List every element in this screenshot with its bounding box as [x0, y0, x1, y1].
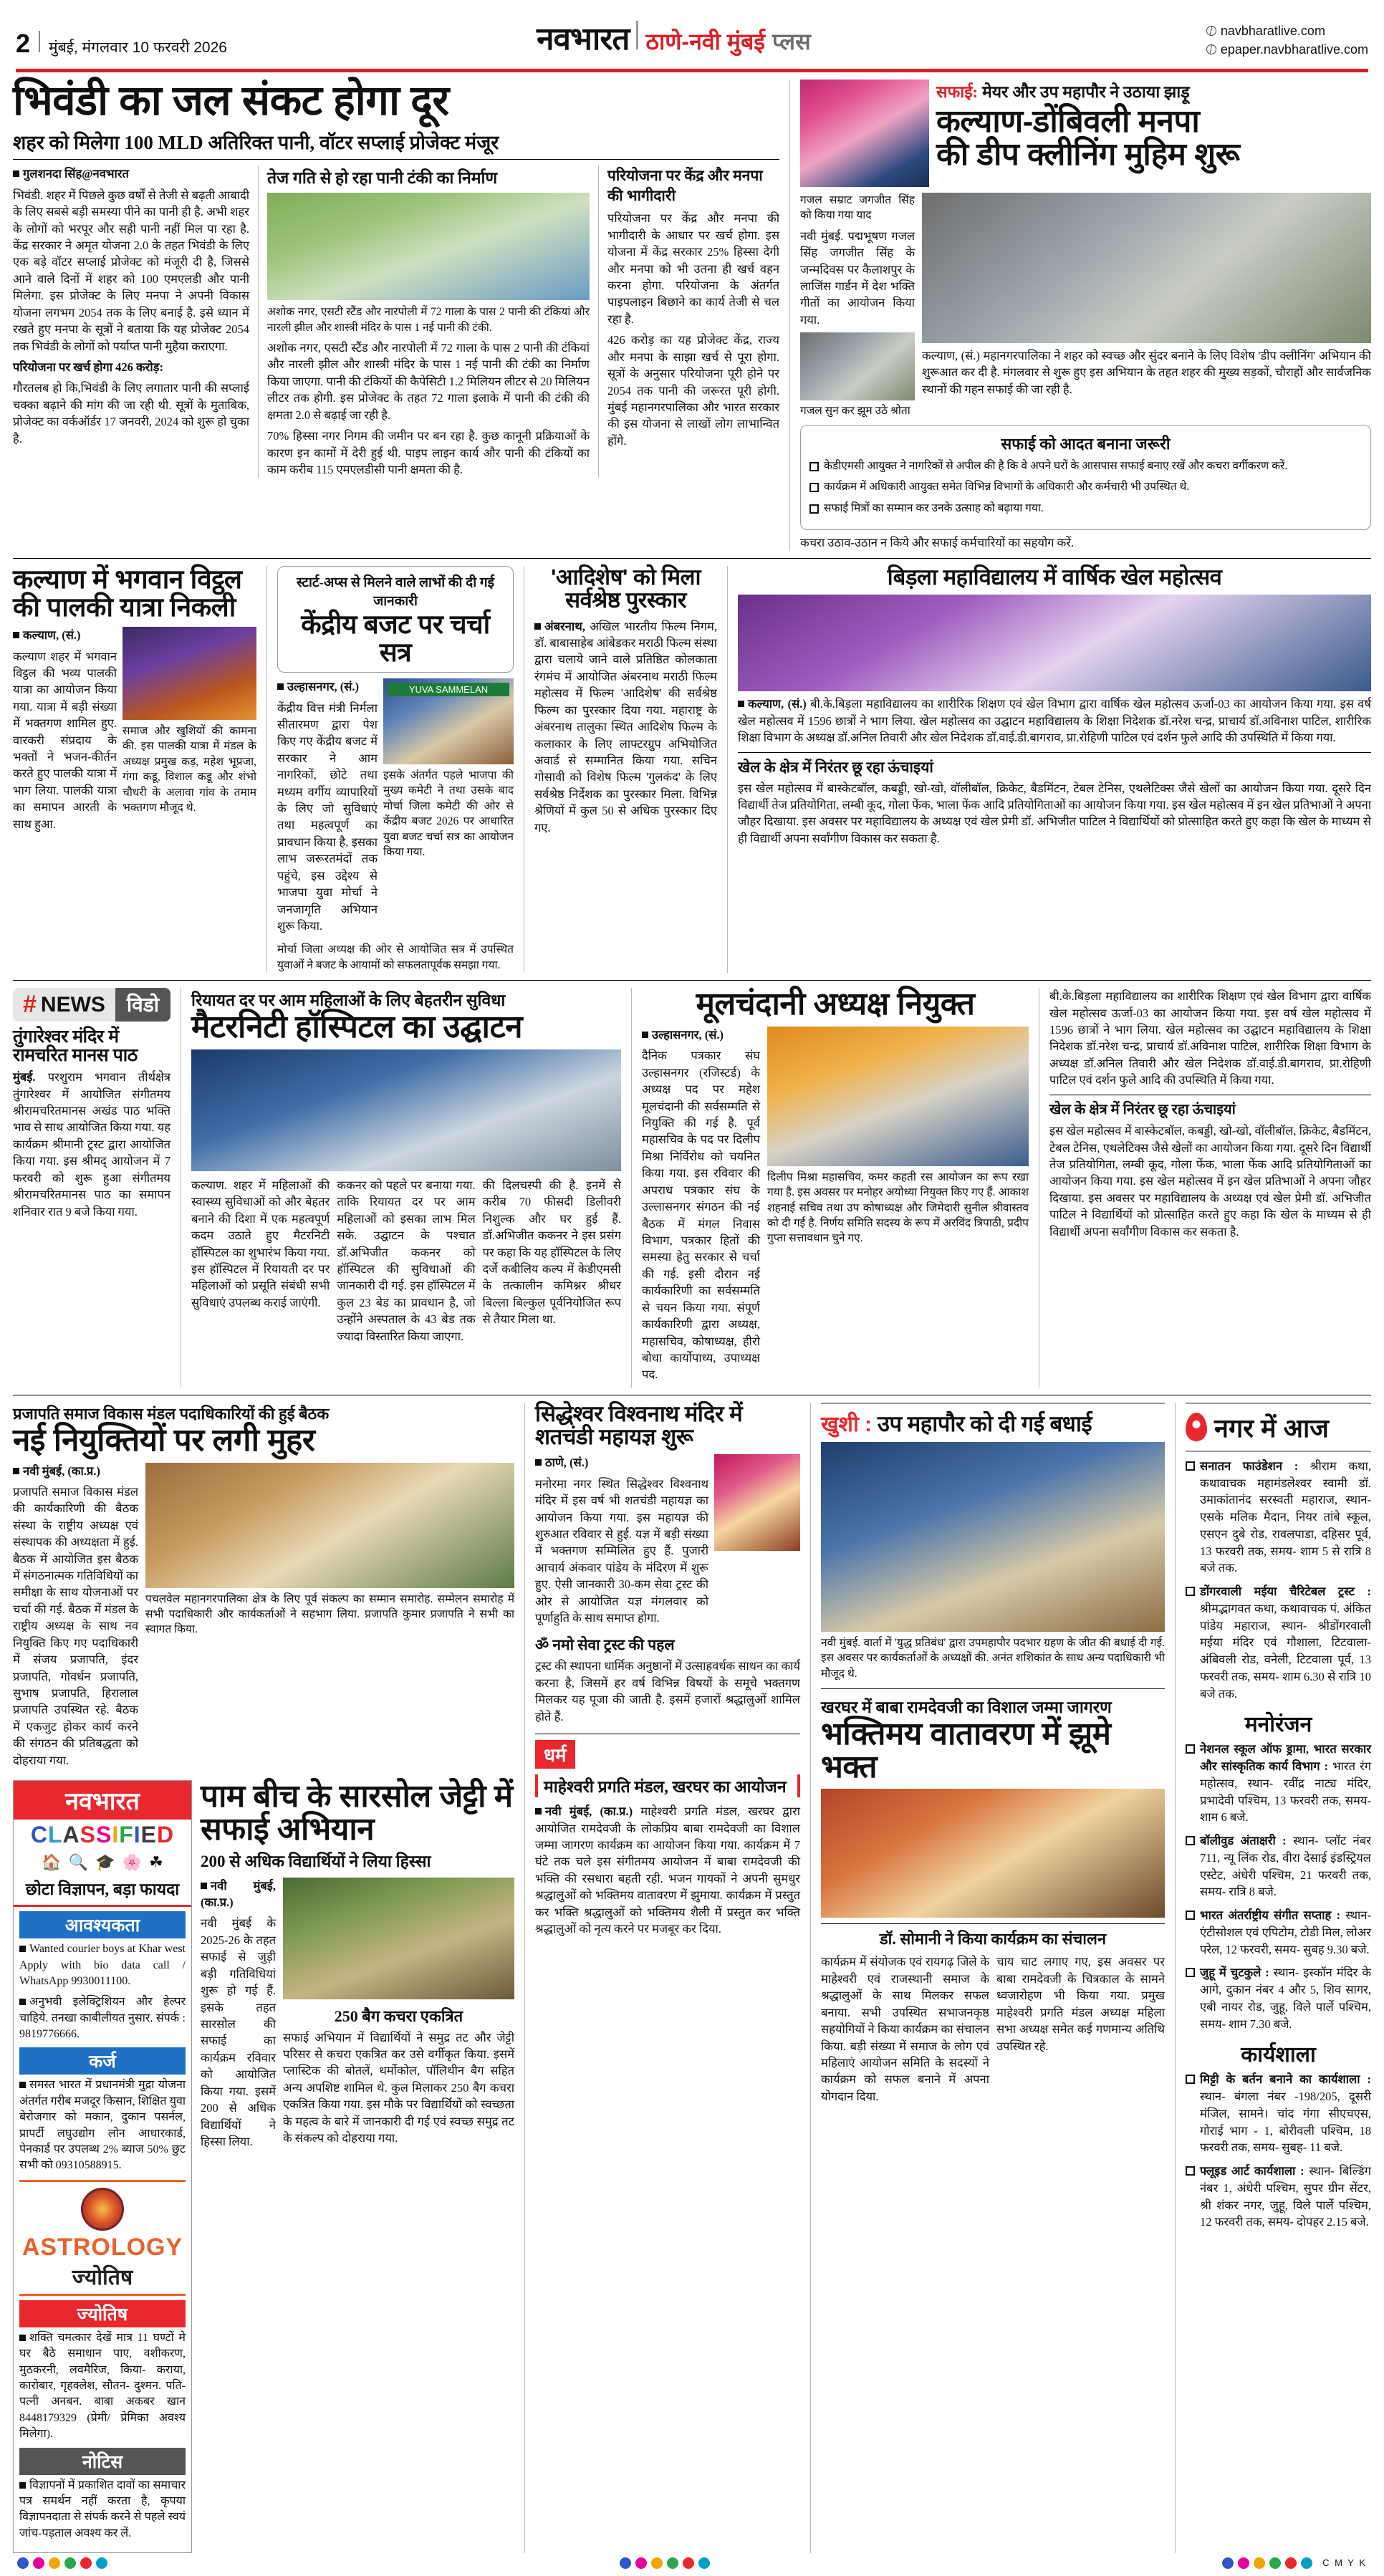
city-event-text: स्थान- बिल्डिंग नंबर 1, अंधेरी पश्चिम, सुपर ग्रीन सेंटर, श्री शंकर नगर, जुहू, विले पार्ले पश्चिम, 12 फरवरी तक, समय- दोपहर 2.15 बजे.	[1200, 2164, 1371, 2229]
vitthal-text: कल्याण शहर में भगवान विट्ठल की भव्य पालकी यात्रा का आयोजन किया गया. यात्रा में बड़ी संख्या में भक्तगण शामिल हुए. वारकरी संप्रदाय के भक्तों ने भजन-कीर्तन करते हुए पालकी यात्रा में भाग लिया. पालकी यात्रा का समापन आरती के साथ हुआ.	[13, 649, 117, 831]
city-section-workshop: कार्यशाला	[1241, 2043, 1316, 2067]
city-head-rule	[1186, 1451, 1371, 1452]
city-today-section	[1186, 1403, 1371, 2553]
moolchandani-text-col	[642, 1027, 760, 1388]
registration-dot	[80, 2557, 92, 2569]
lead-column-3	[607, 165, 779, 478]
cls-letter: D	[157, 1822, 175, 1848]
ghazal-photo	[800, 80, 929, 187]
sarsol-story	[201, 1780, 514, 2553]
city-event-item	[1186, 2071, 1371, 2156]
dharm-story-left	[535, 1734, 800, 1937]
masthead-left	[16, 29, 227, 59]
column-rule	[810, 1403, 811, 2553]
fourth-block	[13, 1400, 1371, 2553]
registration-dot	[667, 2557, 678, 2569]
city-event-item	[1186, 1907, 1371, 1958]
moolchandani-headline: मूलचंदानी अध्यक्ष नियुक्त	[696, 986, 975, 1022]
jagran-photo	[821, 1789, 1165, 1918]
registration-dot	[49, 2557, 60, 2569]
vitthal-byline: कल्याण, (सं.)	[23, 628, 81, 643]
budget-caption-2: इसके अंतर्गत पहले भाजपा की मुख्य कमेटी ने तथा उसके बाद मोर्चा जिला कमेटी की ओर से केंद्रीय बजट 2026 पर आधारित युवा बजट चर्चा सत्र का आयोजन किया गया.	[383, 769, 514, 858]
adishesh-text: अखिल भारतीय फिल्म निगम, डॉ. बाबासाहेब आंबेडकर मराठी फिल्म संस्था द्वारा चलाये जाने वाले प्रतिष्ठित कोलकाता रंगमंच में आयोजित अंबरनाथ मराठी फिल्म महोत्सव में फिल्म 'आदिशेष' की सर्वश्रेष्ठ फिल्म का पुरस्कार दिया गया. महाराष्ट्र के अंबरनाथ तालुका स्थित आदिशेष फिल्म के कलाकार के लिए लाफ्टरग्रुप अभियोजित अवार्ड से सम्मानित किया गया. सचिन गोसावी को विशेष फिल्म 'गुलकंद' के लिए सर्वश्रेष्ठ निर्देशक का पुरस्कार मिला. विभिन्न श्रेणियों में कुल 50 से अधिक पुरस्कार दिए गए.	[534, 619, 718, 835]
kalyan-infobox	[800, 425, 1371, 530]
masthead-websites	[1206, 21, 1368, 59]
city-event-label: नेशनल स्कूल ऑफ ड्रामा, भारत सरकार और सांस्कृतिक कार्य विभाग :	[1200, 1742, 1371, 1774]
registration-dot	[1238, 2557, 1249, 2569]
kalyan-kicker-text: मेयर और उप महापौर ने उठाया झाड़ू	[981, 83, 1190, 101]
ghazal-caption-1: गजल सम्राट जगजीत सिंह को किया गया याद	[800, 194, 915, 222]
city-event-text: श्रीमद्भागवत कथा, कथावाचक पं. अंकित पांडेय महाराज, स्थान- श्रीडोंगरवाली मईया मंदिर एवं गौशाला, टिटवाला- अंबिवली रोड, वनेली, टिटवाला पूर्व, 13 फरवरी तक, समय- शाम 6.30 से रात्रि 10 बजे तक.	[1200, 1601, 1371, 1701]
lead-col2c-text: 70% हिस्सा नगर निगम की जमीन पर बन रहा है. कुछ कानूनी प्रक्रियाओं के कारण इन कामों में देरी हुई थी. पाइप लाइन कार्य और पानी की टंकियों का काम करीब 115 एमएलडीसी पानी क्षमता की है.	[267, 429, 590, 477]
byline-square-icon	[535, 1459, 542, 1466]
classifieds-rule	[14, 1905, 191, 1907]
top-block	[13, 77, 1371, 551]
classifieds-category-loan: कर्ज	[19, 2047, 186, 2075]
maternity-headline: मैटरनिटी हॉस्पिटल का उद्घाटन	[191, 1009, 523, 1045]
byline-square-icon	[642, 1032, 648, 1038]
city-event-text: श्रीराम कथा, कथावाचक महामंडलेश्वर स्वामी डॉ. उमाकांतानंद सरस्वती महाराज, स्थान- एसके मलिक मैदान, नियर तांबे स्कूल, एसएन दुबे रोड, रावलपाडा, दहिसर पूर्व, 13 फरवरी तक, समय- शाम 5 से रात्रि 8 बजे तक.	[1200, 1458, 1371, 1575]
kalyan-byline-text: नवी मुंबई. पद्मभूषण गजल सिंह जगजीत सिंह के जन्मदिवस पर कैलाशपुर के लाजिंस गार्डन में देश भक्ति गीतों का आयोजन किया गया.	[800, 229, 915, 327]
byline-square-icon	[277, 683, 284, 690]
kalyan-bullet-text: कार्यक्रम में अधिकारी आयुक्त समेत विभिन्न विभागों के अधिकारी और कर्मचारी भी उपस्थित थे.	[824, 481, 1190, 494]
siddheshwar-text: मनोरमा नगर स्थित सिद्धेश्वर विश्वनाथ मंदिर में इस वर्ष भी शतचंडी महायज्ञ का आयोजन किया गया. इस महायज्ञ की शुरुआत रविवार से हुई. यज्ञ में बड़ी संख्या में भक्तगण सम्मिलित हुए हैं. पुजारी आचार्य अंकवार पांडेय के मंदिरण में शुरू हुए. ऐसी जानकारी 30-कम सेवा ट्रस्ट की ओर से आयोजित यज्ञ मंगलवार को पूर्णाहुति के साथ समाप्त होगा.	[535, 1476, 708, 1625]
lead-col2-head: तेज गति से हो रहा पानी टंकी का निर्माण	[267, 169, 498, 188]
lead-column-2	[267, 165, 590, 478]
prajapati-meeting-photo	[145, 1463, 514, 1588]
bullet-square-icon	[19, 2335, 26, 2341]
masthead-brand-block	[537, 16, 811, 59]
cls-letter: L	[47, 1822, 63, 1848]
khushi-top-rule	[821, 1403, 1165, 1404]
column-rule	[258, 165, 259, 478]
bullet-square-icon	[19, 1946, 26, 1952]
cls-letter: F	[119, 1822, 134, 1848]
astrology-en-label: ASTROLOGY	[21, 2233, 183, 2261]
video-label: विडो	[115, 988, 170, 1022]
bullet-square-icon	[19, 1999, 26, 2005]
classified-ad	[19, 1994, 186, 2042]
prajapati-headline: नई नियुक्तियों पर लगी मुहर	[13, 1422, 315, 1458]
page-number: 2	[16, 29, 31, 58]
budget-headline: केंद्रीय बजट पर चर्चा सत्र	[301, 610, 490, 667]
registration-dot	[96, 2557, 107, 2569]
city-event-label: सनातन फाउंडेशन :	[1200, 1458, 1299, 1473]
left-lower-column	[13, 1403, 514, 2553]
tungareshwar-story	[13, 988, 170, 1388]
khushi-headline: उप महापौर को दी गई बधाई	[878, 1410, 1092, 1436]
cls-letter: I	[112, 1822, 120, 1848]
cleaning-drive-photo	[922, 193, 1371, 343]
registration-dot	[620, 2557, 631, 2569]
adishesh-story	[534, 566, 717, 973]
classified-ad-text: शक्ति चमत्कार देखें मात्र 11 घण्टों मे घर बैठे समाधान पाए, वशीकरण, मुठकरनी, लवमैरिज, किया- कराया, कारोबार, गृहक्लेश, सौतन- दुश्मन. पति- पत्नी अनबन. बाबा अकबर खान 8448179329 (प्रेमी/ प्रेमिका अवश्य मिलेगा).	[19, 2331, 186, 2441]
siddheshwar-text-2: ट्रस्ट की स्थापना धार्मिक अनुष्ठानों में उत्साहवर्धक साधन का कार्य करना है, जिसमें हर वर्ष विभिन्न विषयों के समूचे भक्तगण मिलकर यह पूजा की जाती है. इसमें हजारों श्रद्धालुओं शामिल होते हैं.	[535, 1659, 800, 1724]
water-tank-photo	[267, 193, 590, 300]
city-today-header	[1186, 1410, 1371, 1445]
registration-dot	[683, 2557, 694, 2569]
registration-dot	[698, 2557, 710, 2569]
maternity-kicker: रियायत दर पर आम महिलाओं के लिए बेहतरीन सुविधा	[191, 991, 506, 1010]
registration-dot	[33, 2557, 44, 2569]
cmyk-label: C M Y K	[1322, 2557, 1367, 2569]
globe-icon	[1206, 44, 1216, 54]
moolchandani-story	[642, 988, 1029, 1388]
astrology-banner	[19, 2180, 186, 2296]
news-badge-left	[13, 988, 115, 1022]
city-event-label: बॉलीवुड अंताक्षरी :	[1200, 1834, 1287, 1848]
footer-dots-center	[620, 2557, 710, 2569]
classified-ad-text: समस्त भारत में प्रधानमंत्री मुद्रा योजना अंतर्गत गरीब मजदूर किसान, शिक्षित युवा बेरोजगार को मकान, दुकान पसर्नल, प्रापर्टी लघुउद्योग लोन आधारकार्ड, पेनकार्ड पर उपलब्ध 2% ब्याज 50% छुट सभी को 09310588915.	[19, 2079, 186, 2172]
classifieds-icons	[14, 1850, 191, 1875]
prajapati-text: प्रजापति समाज विकास मंडल की कार्यकारिणी की बैठक संस्था के राष्ट्रीय अध्यक्ष एवं संस्थापक की अध्यक्षता में हुई. बैठक में आयोजित इस बैठक में संगठनात्मक गतिविधियों का समीक्षा के साथ योजनाओं पर चर्चा की गई. बैठक में मंडल के राष्ट्रीय अध्यक्ष के साथ नव नियुक्ति किए गए पदाधिकारी में संजय प्रजापति, इंदर प्रजापति, गोवर्धन प्रजापति, सुभाष प्रजापति, हिरालाल प्रजापति उपस्थित रहे. बैठक में एकजुट होकर कार्य करने की संगठन की प्रतिबद्धता को दोहराया गया.	[13, 1484, 138, 1767]
sarsol-text-col	[201, 1878, 276, 2155]
birla-subhead: खेल के क्षेत्र में निरंतर छू रहा ऊंचाइयां	[738, 752, 1371, 777]
second-block	[13, 566, 1371, 973]
classifieds-tagline: छोटा विज्ञापन, बड़ा फायदा	[25, 1880, 180, 1899]
checkbox-icon	[809, 462, 819, 471]
sarsol-subhead-2: 250 बैग कचरा एकत्रित	[334, 2007, 463, 2025]
lead-headline: भिवंडी का जल संकट होगा दूर	[13, 77, 449, 124]
lead-photo-caption: अशोक नगर, एसटी स्टैंड और नारपोली में 72 गाला के पास 2 पानी की टंकियां और नारली झील और शास्त्री मंदिर के पास 1 नई पानी की टंकी.	[267, 306, 590, 334]
kalyan-col-right	[922, 193, 1371, 419]
prajapati-kicker: प्रजापति समाज विकास मंडल पदाधिकारियों की हुई बैठक	[13, 1404, 330, 1423]
siddheshwar-text-col	[535, 1454, 708, 1630]
checkbox-icon	[1186, 1744, 1195, 1754]
cls-letter: S	[95, 1822, 112, 1848]
home-icon: 🏠	[42, 1853, 62, 1872]
siddheshwar-headline: सिद्धेश्वर विश्वनाथ मंदिर में शतचंडी महायज्ञ शुरू	[535, 1400, 743, 1449]
column-rule	[631, 988, 632, 1388]
yuva-banner-label: YUVA SAMMELAN	[388, 683, 509, 696]
registration-dot	[1269, 2557, 1281, 2569]
budget-story	[277, 566, 514, 973]
checkbox-icon	[1186, 1911, 1195, 1920]
checkbox-icon	[1186, 1461, 1195, 1471]
section-divider-1	[13, 558, 1371, 559]
classified-ad	[19, 1941, 186, 1989]
lead-col3b-text: 426 करोड़ का यह प्रोजेक्ट केंद्र, राज्य और मनपा के साझा खर्च से पूरा होगा. सूत्रों के अनुसार परियोजना पूरी होने पर 2054 तक पानी की जरूरत पूरी होगी. मुंबई महानगरपालिका और भारत सरकार की इस योजना से लाखों लोग लाभान्वित होंगे.	[607, 333, 779, 448]
third-block	[13, 988, 1371, 1388]
maternity-col-3: की दिलचस्पी की है. इनमें से करीब 70 फीसदी डिलीवरी निशुल्क और घर हुई हैं. डॉ.अभिजीत ककनर ने इस प्रसंग पर कहा कि यह हॉस्पिटल के लिए दर्जे कबीलिय कल्प में केडीएमसी के तत्कालीन कमिश्नर श्रीधर बिल्ला बिल्कुल पूर्वनियोजित रूप से तैयार मिला था.	[482, 1178, 621, 1327]
health-icon: ☘	[148, 1853, 163, 1872]
section-divider-2	[13, 980, 1371, 981]
lead-col2-text: अशोक नगर, एसटी स्टैंड और नारपोली में 72 गाला के पास 2 पानी की टंकियां और नारली झील और शास्त्री मंदिर के पास 1 नई पानी की टंकी का निर्माण किया जाएगा. पानी की टंकियों की कैपेसिटी 1.2 मिलियन लीटर से 20 मिलियन लीटर तक होगी. इस प्रोजेक्ट के तहत 72 गाला इलाके में पानी की टंकी की क्षमता 2.0 से बढ़ाई जा रही है.	[267, 341, 590, 422]
city-event-label: मिट्टी के बर्तन बनाने का कार्यशाला :	[1200, 2072, 1371, 2087]
mandala-icon	[81, 2188, 124, 2231]
checkbox-icon	[1186, 1968, 1195, 1977]
checkbox-icon	[1186, 2075, 1195, 2084]
column-rule	[1175, 1403, 1176, 2553]
kalyan-bullet-text: सफाई मित्रों का सम्मान कर उनके उत्साह को बढ़ाया गया.	[824, 502, 1044, 515]
prajapati-text-col	[13, 1463, 138, 1774]
vitthal-text-col	[13, 627, 117, 837]
dharm-headline: भक्तिमय वातावरण में झूमे भक्त	[821, 1716, 1111, 1784]
deputy-mayor-photo	[821, 1442, 1165, 1632]
column-rule	[524, 1403, 525, 2553]
classifieds-brand: नवभारत	[14, 1781, 191, 1820]
byline-square-icon	[738, 701, 744, 707]
registration-dot	[651, 2557, 663, 2569]
sarsol-byline: नवी मुंबई, (का.प्र.)	[201, 1878, 276, 1910]
checkbox-icon	[1186, 1587, 1195, 1596]
prajapati-byline: नवी मुंबई, (का.प्र.)	[23, 1464, 100, 1478]
birla-text: बी.के.बिड़ला महाविद्यालय का शारीरिक शिक्षण एवं खेल विभाग द्वारा वार्षिक खेल महोत्सव ऊर्जा-03 का आयोजन किया गया. इस वर्ष खेल महोत्सव में 1596 छात्रों ने भाग लिया. खेल महोत्सव का उद्घाटन महाविद्यालय के शिक्षा निदेशक डॉ.नरेश चन्द्र, प्राचार्य डॉ.अविनाश पाटिल, शारीरिक शिक्षा विभाग के अध्यक्ष डॉ.अनिल तिवारी और खेल निदेशक डॉ.वाई.डी.बागराव, प्रा.रोहिणी पाटिल एवं दर्शन फुले आदि की उपस्थिति में किया गया.	[738, 697, 1371, 745]
city-event-item	[1186, 1458, 1371, 1577]
moolchandani-byline: उल्हासनगर, (सं.)	[651, 1027, 724, 1042]
lead-col1b-text: गौरतलब हो कि,भिवंडी के लिए लगातार पानी की सप्लाई चक्का बढ़ाने की मांग की जा रही थी. सूत्रों के मुताबिक, प्रोजेक्ट का वर्कऑर्डर 17 जनवरी, 2024 को शुरू हो चुका है.	[13, 381, 249, 446]
palki-yatra-photo	[122, 627, 256, 720]
classifieds-box	[13, 1780, 192, 2553]
location-pin-icon	[1186, 1413, 1207, 1441]
dharm-subhead: डॉ. सोमानी ने किया कार्यक्रम का संचालन	[821, 1923, 1165, 1949]
budget-kicker: स्टार्ट-अप्स से मिलने वाले लाभों की दी गई जानकारी	[297, 575, 494, 610]
lead-col3-head: परियोजना पर केंद्र और मनपा की भागीदारी	[607, 167, 763, 205]
lead-story	[13, 77, 779, 551]
classified-ad	[19, 2330, 186, 2443]
cls-letter: A	[62, 1822, 80, 1848]
classified-ad	[19, 2478, 186, 2542]
ghazal-caption-2: गजल सुन कर झूम उठे श्रोता	[800, 405, 910, 418]
cls-letter: I	[133, 1822, 141, 1848]
byline-square-icon	[13, 170, 19, 177]
globe-icon	[1206, 26, 1216, 36]
sarsol-headline: पाम बीच के सारसोल जेट्टी में सफाई अभियान	[201, 1779, 513, 1847]
kalyan-box-head: सफाई को आदत बनाना जरूरी	[1001, 434, 1171, 453]
graduation-icon: 🎓	[95, 1853, 115, 1872]
city-section-entertainment: मनोरंजन	[1244, 1713, 1312, 1737]
middle-lower-column	[535, 1400, 800, 2553]
registration-dot	[64, 2557, 76, 2569]
kalyan-bullet	[809, 458, 1362, 474]
registration-dot	[17, 2557, 29, 2569]
footer-dots-left	[17, 2557, 107, 2569]
dharm-tag: धर्म	[535, 1740, 575, 1769]
website-main: navbharatlive.com	[1220, 23, 1325, 38]
khushi-dharm-column	[821, 1403, 1165, 2553]
kalyan-bullet-text: केडीएमसी आयुक्त ने नागरिकों से अपील की है कि वे अपने घरों के आसपास सफाई बनाए रखें और कचरा वर्गीकरण करें.	[824, 459, 1288, 472]
masthead-red-rule	[16, 69, 1368, 72]
kalyan-close-text: कचरा उठाव-उठान न किये और सफाई कर्मचारियों का सहयोग करें.	[800, 535, 1075, 549]
flower-icon: 🌸	[122, 1853, 142, 1872]
dharm-text: माहेश्वरी प्रगति मंडल, खरघर द्वारा आयोजित रामदेवजी के लोकप्रिय बाबा रामदेवजी का विशाल जम्मा जागरण कार्यक्रम का आयोजन किया गया. कार्यक्रम में 7 घंटे तक चले इस संगीतमय आयोजन में बाबा रामदेवजी की भक्ति की रसधारा बहती रही. भजन गायकों ने अपनी सुमधुर श्रद्धालुओं को भक्तिमय वातावरण में झुमाया. कार्यक्रम में प्रस्तुत कर भक्ति श्रद्धालुओं को भक्तिमय शैली में प्रस्तुत कर भक्ति श्रद्धालुओं को नृत्य करने पर मजबूर कर दिया.	[535, 1804, 800, 1936]
cleanup-drive-photo	[283, 1878, 514, 1999]
budget-text-col	[277, 678, 378, 938]
tungareshwar-text: परशुराम भगवान तीर्थक्षेत्र तुंगारेश्वर में आयोजित संगीतमय श्रीरामचरितमानस अखंड पाठ भक्ति भाव से साथ आयोजित किया गया. यह कार्यक्रम श्रीमानी ट्रस्ट द्वारा आयोजित किया गया. इस श्रीमद् आयोजन में 7 फरवरी को शुरू हुआ संगीतमय श्रीरामचरितमानस पाठ का समापन शनिवार रात 9 बजे किया गया.	[13, 1070, 170, 1219]
siddheshwar-subhead: ॐ नमो सेवा ट्रस्ट की पहल	[535, 1636, 675, 1654]
lead-column-1	[13, 165, 249, 478]
page-footer	[13, 2553, 1371, 2576]
maternity-col-2: ककनर को पहले पर बनाया गया. ताकि रियायत दर पर आम महिलाओं को इसका लाभ मिल सके. उद्घाटन के पश्चात डॉ.अभिजीत ककनर को हॉस्पिटल की सुविधाओं की जानकारी दी गई. इस हॉस्पिटल में कुल 23 बेड का प्रावधान है, जो उन्होंने अस्पताल के 43 बेड तक ज्यादा विस्तारित किया जाएगा.	[337, 1178, 476, 1343]
birla-headline: बिड़ला महाविद्यालय में वार्षिक खेल महोत्सव	[887, 564, 1222, 590]
lead-col3-text: परियोजना पर केंद्र और मनपा की भागीदारी के आधार पर खर्च होगा. इस योजना में केंद्र सरकार 25% हिस्सा देगी और मनपा को भी उतना ही खर्च वहन करना होगा. परियोजना के अंतर्गत पाइपलाइन बिछाने का कार्य तेजी से चल रहा है.	[607, 211, 779, 326]
khushi-caption: नवी मुंबई. वार्ता में 'युद्ध प्रतिबंध' द्वारा उपमहापौर पदभार ग्रहण के जीत की बधाई दी गई. इस अवसर पर कार्यकर्ताओं के अध्यक्षों की. अनंत शशिकांत के साथ अन्य पदाधिकारी भी मौजूद थे.	[821, 1636, 1165, 1680]
audience-photo	[800, 332, 915, 400]
birla-continuation	[1049, 988, 1371, 1388]
city-event-item	[1186, 1583, 1371, 1702]
tungareshwar-headline: तुंगारेश्वर मंदिर में रामचरित मानस पाठ	[13, 1027, 138, 1066]
dharm-left-head: माहेश्वरी प्रगति मंडल, खरघर का आयोजन	[544, 1778, 787, 1797]
vitthal-headline: कल्याण में भगवान विट्ठल की पालकी यात्रा निकली	[13, 564, 242, 622]
kalyan-headline-1: कल्याण-डोंबिवली मनपा	[936, 104, 1200, 139]
adishesh-headline: 'आदिशेष' को मिला सर्वश्रेष्ठ पुरस्कार	[550, 564, 701, 613]
classifieds-word	[14, 1820, 191, 1850]
city-top-rule	[1186, 1403, 1371, 1404]
lead-col1-text: भिवंडी. शहर में पिछले कुछ वर्षों से तेजी से बढ़ती आबादी के लिए सबसे बड़ी समस्या पीने का पानी ही है. अभी शहर के लोगों को भरपूर और सही पानी नहीं मिल पा रहा है. केंद्र सरकार ने अमृत योजना 2.0 के तहत भिवंडी के लिए एक बड़े वॉटर सप्लाई प्रोजेक्ट को मंजूरी दी है, जिससे आने वाले दिनों में शहर को 100 एमएलडी और पानी मिलेगा. इस प्रोजेक्ट के लिए मनपा ने अपनी विकास योजना लगभग 2054 तक के लिए बनाई है. इसे ध्यान में रखते हुए मनपा के सूत्रों ने बताया कि यह प्रोजेक्ट 2054 तक भिवंडी के लोगों को पर्याप्त पानी मुहैया कराएगा.	[13, 188, 249, 353]
vitthal-story	[13, 566, 256, 973]
birla-story	[738, 566, 1371, 973]
sarsol-text: नवी मुंबई के 2025-26 के तहत सफाई से जुड़ी बड़ी गतिविधियां शुरू हो गई हैं. इसके तहत सारसोल की सफाई का कार्यक्रम रविवार को आयोजित किया गया. इसमें 200 से अधिक विद्यार्थियों ने हिस्सा लिया.	[201, 1916, 276, 2148]
lead-subhead-2: परियोजना पर खर्च होगा 426 करोड़:	[13, 360, 163, 374]
masthead	[13, 0, 1371, 64]
classified-ad-text: अनुभवी इलेक्ट्रिशियन और हेल्पर चाहिये. तनखा काबीलीयत नुसार. संपर्क : 9819776666.	[19, 1996, 186, 2041]
moolchandani-caption: दिलीप मिश्रा महासचिव, कमर कहती रस आयोजन का रूप रखा गया है. इस अवसर पर मनोहर अयोध्या नियुक्त किए गए हैं. आकाश शहनाई सचिव तथा उप कोषाध्यक्ष और जिमेदारी सुनील श्रीवास्तव को दी गई है. निर्णय समिति सदस्य के रूप में अरविंद त्रिपाठी, प्रदीप गुप्ता सत्तावधान चुने गए.	[767, 1171, 1029, 1245]
dharm-text-3: चाय चाट लगाए गए, इस अवसर पर बाबा रामदेवजी के चित्रकाल के सामने ध्वजारोहण भी किया गया. प्रमुख माहेश्वरी प्रगति मंडल अध्यक्ष महिला सभा अध्यक्ष समेत कई गणमान्य अतिथि उपस्थित रहे.	[996, 1955, 1165, 2053]
city-event-item	[1186, 1832, 1371, 1900]
city-event-item	[1186, 2163, 1371, 2231]
city-event-item	[1186, 1741, 1371, 1826]
section-rule	[789, 80, 790, 551]
city-today-title: नगर में आज	[1214, 1413, 1330, 1443]
registration-dot	[1222, 2557, 1234, 2569]
hash-icon: #	[23, 991, 37, 1019]
byline-square-icon	[535, 1808, 542, 1815]
city-event-text: स्थान- बंगला नंबर -198/205, दूसरी मंजिल, सामने। चांद गंगा सीएचएस, गोराई भाग - 1, बोरीवली पश्चिम, 18 फरवरी तक, समय- सुबह- 11 बजे.	[1200, 2090, 1371, 2155]
birla-cont-text-2: इस खेल महोत्सव में बास्केटबॉल, कबड्डी, खो-खो, वॉलीबॉल, क्रिकेट, बैडमिंटन, टेबल टेनिस, एथलेटिक्स जैसे खेलों का आयोजन किया गया. दूसरे दिन विद्यार्थी तेज प्रतियोगिता, लम्बी कूद, गोला फेंक, भाला फेंक आदि प्रतियोगिताओं का आयोजन किया गया. इस खेल महोत्सव में इन खेल प्रतिभाओं ने अपना जौहर दिखाया. इस अवसर पर महाविद्यालय के अध्यक्ष एवं खेल प्रेमी डॉ. अभिजीत पाटिल ने विद्यार्थियों को प्रोत्साहित करते हुए कहा कि खेल के माध्यम से ही विद्यार्थी अपना सर्वांगीण विकास कर सकता है.	[1049, 1124, 1371, 1239]
city-event-text: स्थान- प्लॉट नंबर 711, न्यू लिंक रोड, वीरा देसाई इंडस्ट्रियल एस्टेट, अंधेरी पश्चिम, 21 फरवरी तक, समय- रात्रि 8 बजे.	[1200, 1834, 1371, 1899]
kalyan-story	[800, 80, 1371, 551]
sarsol-subhead: 200 से अधिक विद्यार्थियों ने लिया हिस्सा	[201, 1852, 431, 1870]
classifieds-category-notice: नोटिस	[19, 2448, 186, 2475]
kalyan-col-left	[800, 193, 915, 419]
budget-text: केंद्रीय वित्त मंत्री निर्मला सीतारमण द्वारा पेश किए गए केंद्रीय बजट में सरकार ने आम नागरिकों, छोटे तथा मध्यम वर्गीय व्यापारियों के लिए जो सुविधाएं तथा महत्वपूर्ण का प्रावधान किया है, इसका लाभ जरूरतमंदों तक पहुंचे, इस उद्देश्य से भाजपा युवा मोर्चा ने जनजागृति अभियान शुरू किया.	[277, 701, 378, 933]
classified-ad-text: विज्ञापनों में प्रकाशित दावों का समाचार पत्र समर्थन नहीं करता है, कृपया विज्ञापनदाता से संपर्क करने से पहले स्वयं जांच-पड़ताल अवश्य कर लें.	[19, 2479, 186, 2539]
maternity-hospital-photo	[191, 1049, 621, 1171]
website-row-1[interactable]	[1206, 21, 1368, 40]
brand-name: नवभारत	[537, 21, 630, 57]
registration-dot	[1301, 2557, 1312, 2569]
maternity-col-1: कल्याण. शहर में महिलाओं की स्वास्थ्य सुविधाओं को और बेहतर बनाने की दिशा में एक महत्वपूर्ण कदम उठाते हुए मैटरनिटी हॉस्पिटल का शुभारंभ किया गया. इस हॉस्पिटल में रियायती दर पर महिलाओं को प्रसूति संबंधी सभी सुविधाएं उपलब्ध कराई जाएंगी.	[191, 1178, 330, 1309]
tungareshwar-byline: मुंबई.	[13, 1070, 36, 1085]
classifieds-category-astrology: ज्योतिष	[19, 2300, 186, 2327]
khushi-tag: खुशी :	[821, 1412, 873, 1436]
website-epaper: epaper.navbharatlive.com	[1220, 42, 1368, 57]
birla-sports-photo	[738, 595, 1371, 691]
checkbox-icon	[809, 483, 819, 492]
registration-dot	[635, 2557, 647, 2569]
byline-square-icon	[534, 623, 541, 630]
city-event-label: डोंगरवाली मईया चैरिटेबल ट्रस्ट :	[1200, 1585, 1371, 1599]
city-event-text: भारत रंग महोत्सव, स्थान- रवींद्र नाट्य मंदिर, प्रभादेवी पश्चिम, 13 फरवरी तक, समय- शाम 6 बजे.	[1200, 1759, 1371, 1825]
classified-ad-text: Wanted courier boys at Khar west Apply with bio data call / WhatsApp 9930011100.	[19, 1943, 186, 1987]
search-icon: 🔍	[68, 1853, 89, 1872]
kalyan-headline-2: की डीप क्लीनिंग मुहिम शुरू	[936, 136, 1240, 172]
cls-letter: E	[140, 1822, 157, 1848]
checkbox-icon	[1186, 2166, 1195, 2176]
classified-ad	[19, 2077, 186, 2173]
dharm-byline: नवी मुंबई, (का.प्र.)	[545, 1804, 633, 1819]
lead-rule	[13, 159, 779, 160]
birla-text-2: इस खेल महोत्सव में बास्केटबॉल, कबड्डी, खो-खो, वॉलीबॉल, क्रिकेट, बैडमिंटन, टेबल टेनिस, एथलेटिक्स जैसे खेलों का आयोजन किया गया. दूसरे दिन विद्यार्थी तेज प्रतियोगिता, लम्बी कूद, गोला फेंक, भाला फेंक आदि प्रतियोगिताओं का आयोजन किया गया. इस खेल महोत्सव में इन खेल प्रतिभाओं ने अपना जौहर दिखाया. इस अवसर पर महाविद्यालय के अध्यक्ष एवं खेल प्रेमी डॉ. अभिजीत पाटिल ने विद्यार्थियों को प्रोत्साहित करते हुए कहा कि खेल के माध्यम से ही विद्यार्थी अपना सर्वांगीण विकास कर सकता है.	[738, 781, 1371, 845]
birla-cont-subhead: खेल के क्षेत्र में निरंतर छू रहा ऊंचाइयां	[1049, 1095, 1371, 1120]
cls-letter: S	[80, 1822, 96, 1848]
dharm-kicker: खरघर में बाबा रामदेवजी का विशाल जम्मा जागरण	[821, 1698, 1112, 1716]
city-event-text: स्थान- एंटीसोशल एवं एपिटोम, टोडी मिल, लोअर परेल, 12 फरवरी, समय- सुबह 9.30 बजे.	[1200, 1908, 1371, 1956]
kalyan-bullet	[809, 501, 1362, 516]
adishesh-byline: अंबरनाथ,	[544, 619, 585, 633]
lead-byline: गुलशनदा सिंह@नवभारत	[23, 167, 129, 181]
checkbox-icon	[1186, 1836, 1195, 1845]
moolchandani-text: दैनिक पत्रकार संघ उल्हासनगर (रजिस्टर्ड) के अध्यक्ष पद पर महेश मूलचंदानी की सर्वसम्मति से नियुक्ति की गई है. पूर्व महासचिव के पद पर दिलीप मिश्रा निर्विरोध को चयनित किया गया. इस रविवार की अपराध पत्रकार संघ के उल्लासनगर संगठन की नई बैठक में मंगल निवास विभाग, पत्रकार हितों की समस्या हेतु सरकार से चर्चा की गई. इसी दौरान नई कार्यकारिणी का सर्वसम्मति से चयन किया गया. संपूर्ण कार्यकारिणी द्वारा अध्यक्ष, महासचिव, कोषाध्यक्ष, हीरो बोधा कार्योपाध्य, उपाध्यक्ष पद.	[641, 1049, 760, 1382]
city-event-label: फ्लूइड आर्ट कार्यशाला :	[1200, 2164, 1304, 2178]
bullet-square-icon	[19, 2482, 26, 2489]
news-video-badge[interactable]	[13, 988, 170, 1022]
birla-byline: कल्याण, (सं.)	[748, 697, 807, 711]
registration-dot	[1285, 2557, 1297, 2569]
vitthal-caption: समाज और खुशियों की कामना की. इस पालकी यात्रा में मंडल के अध्यक्ष प्रमुख कड़, महेश भूप्रजा, गंगा कडू, विशाल कडू और शंभो चौधरी के अलावा गांव के तमाम भक्तगण मौजूद थे.	[122, 725, 256, 814]
press-club-photo	[767, 1027, 1029, 1166]
registration-dot	[1254, 2557, 1265, 2569]
edition-plus: प्लस	[772, 29, 811, 54]
dharm-text-2: कार्यक्रम में संयोजक एवं रायगढ़ जिले के माहेश्वरी एवं राजस्थानी समाज के श्रद्धालुओं के साथ मिलकर सफल बनाया. सभी उपस्थित सभाजनकृष्ठ सहयोगियों ने किया कार्यक्रम का संचालन किया. बड़ी संख्या में समाज के लोग एवं महिलाएं आयोजन समिति के सदस्यों ने कार्यक्रम को सफल बनाने में अपना योगदान दिया.	[821, 1955, 989, 2103]
classifieds-category-jobs: आवश्यकता	[19, 1911, 186, 1938]
footer-dots-right	[1222, 2557, 1367, 2569]
kalyan-bullet	[809, 479, 1362, 495]
byline-square-icon	[13, 1468, 19, 1474]
cls-letter: C	[30, 1822, 48, 1848]
brand-divider	[636, 21, 638, 49]
temple-deity-photo	[714, 1454, 800, 1551]
city-event-item	[1186, 1964, 1371, 2032]
kalyan-kicker	[936, 80, 1371, 102]
siddheshwar-byline: ठाणे, (सं.)	[545, 1456, 589, 1470]
website-row-2[interactable]	[1206, 40, 1368, 59]
city-event-label: जुहू में चुटकुले :	[1200, 1966, 1269, 1980]
birla-cont-text: बी.के.बिड़ला महाविद्यालय का शारीरिक शिक्षण एवं खेल विभाग द्वारा वार्षिक खेल महोत्सव ऊर्जा-03 का आयोजन किया गया. इस वर्ष खेल महोत्सव में 1596 छात्रों ने भाग लिया. खेल महोत्सव का उद्घाटन महाविद्यालय के शिक्षा निदेशक डॉ.नरेश चन्द्र, प्राचार्य डॉ.अविनाश पाटिल, शारीरिक शिक्षा विभाग के अध्यक्ष डॉ.अनिल तिवारी और खेल निदेशक डॉ.वाई.डी.बागराव, प्रा.रोहिणी पाटिल एवं दर्शन फुले आदि की उपस्थिति में किया गया.	[1049, 989, 1371, 1087]
edition-name: ठाणे-नवी मुंबई	[645, 29, 765, 54]
astrology-hi-label: ज्योतिष	[72, 2265, 133, 2289]
news-label: NEWS	[40, 992, 105, 1017]
masthead-divider	[39, 31, 40, 52]
kalyan-body-text: कल्याण, (सं.) महानगरपालिका ने शहर को स्वच्छ और सुंदर बनाने के लिए विशेष 'डीप क्लीनिंग' अभियान की शुरूआत कर दी है. मंगलवार से शुरू हुए इस अभियान के तहत शहर की मुख्य सड़कों, चौराहों और सार्वजनिक स्थानों की गहन सफाई की जा रही है.	[922, 349, 1371, 396]
prajapati-caption: पचलवेल महानगरपालिका क्षेत्र के लिए पूर्व संकल्प का सम्मान समारोह. सम्मेलन समारोह में सभी पदाधिकारी और कार्यकर्ताओं ने सहभाग लिया. प्रजापति कुमार प्रजापति ने सभी का स्वागत किया.	[145, 1592, 514, 1636]
lead-subhead: शहर को मिलेगा 100 MLD अतिरिक्त पानी, वॉटर सप्लाई प्रोजेक्ट मंजूर	[13, 132, 499, 154]
checkbox-icon	[809, 504, 819, 514]
kalyan-kicker-red: सफाई:	[936, 83, 979, 101]
city-event-text: स्थान- इस्कॉन मंदिर के आगे, दुकान नंबर 4 और 5, शिव सागर, एबी नायर रोड, जुहू, विले पार्ले पश्चिम, समय- शाम 7.30 बजे.	[1200, 1966, 1371, 2031]
dharm-main	[821, 1688, 1165, 2105]
city-event-label: भारत अंतर्राष्ट्रीय संगीत सप्ताह :	[1200, 1908, 1341, 1923]
bullet-square-icon	[19, 2082, 26, 2088]
masthead-dateline: मुंबई, मंगलवार 10 फरवरी 2026	[49, 39, 227, 56]
yuva-sammelan-photo	[383, 678, 514, 764]
byline-square-icon	[13, 632, 19, 638]
budget-caption-3: मोर्चा जिला अध्यक्ष की ओर से आयोजित सत्र में उपस्थित युवाओं ने बजट के आयामों को सफलतापूर्वक समझा गया.	[277, 943, 514, 971]
column-rule	[598, 165, 599, 478]
column-rule	[266, 566, 267, 973]
maternity-story	[191, 988, 621, 1388]
sarsol-text-2: सफाई अभियान में विद्यार्थियों ने समुद्र तट और जेट्टी परिसर से कचरा एकत्रित कर उसे वर्गीकृत किया. इसमें प्लास्टिक की बोतलें, थर्मोकोल, पॉलिथीन बैग सहित अन्य अपशिष्ट शामिल थे. कुल मिलाकर 250 बैग कचरा एकत्रित किया गया. इस मौके पर विद्यार्थियों को स्वच्छता के महत्व के बारे में जानकारी दी गई एवं स्वच्छ समुद्र तट के संकल्प को दोहराया गया.	[283, 2030, 514, 2145]
budget-byline: उल्हासनगर, (सं.)	[287, 680, 360, 694]
byline-square-icon	[201, 1883, 207, 1889]
column-rule	[727, 566, 728, 973]
